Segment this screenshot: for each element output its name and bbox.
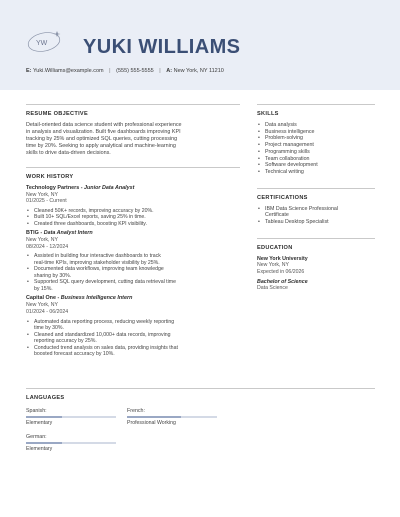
objective-line: in analysis and visualization. Built five dashboards improving KPI (26, 128, 181, 135)
skill-item: • Programming skills (257, 149, 375, 156)
language-level: Elementary (26, 445, 53, 452)
candidate-name: YUKI WILLIAMS (83, 36, 241, 58)
education-degree-text: Bachelor of Science (257, 278, 308, 285)
job-bullet-continued: by 15%. (34, 285, 53, 292)
job-bullet: • Supported SQL query development, cutting data retrieval time (26, 279, 240, 286)
skill-item: • Software development (257, 162, 375, 169)
job-dates: 08/2024 - 12/2024 (26, 243, 69, 250)
job-company: Capital One (26, 295, 56, 302)
education-location: New York, NY (257, 262, 290, 269)
right-column (257, 104, 375, 292)
phone-number[interactable]: (555) 555-5555 (116, 68, 154, 74)
contact-separator: | (159, 68, 161, 74)
job-bullet: • Conducted trend analysis on sales data, providing insights that (26, 345, 240, 352)
language-name: French: (127, 408, 145, 414)
job-location: New York, NY (26, 237, 59, 244)
job-bullets (26, 319, 240, 358)
job-role: Business Intelligence Intern (60, 295, 133, 302)
section-divider (26, 388, 375, 389)
language-level: Professional Working (127, 419, 176, 426)
objective-title: RESUME OBJECTIVE (26, 111, 88, 117)
section-divider (257, 238, 375, 239)
monogram-logo-graphic (26, 28, 62, 54)
language-entry (26, 434, 126, 452)
certifications-list (257, 206, 375, 226)
section-divider (257, 104, 375, 105)
job-bullet-continued: reporting accuracy by 25%. (34, 338, 97, 345)
education-expected: Expected in 06/2026 (257, 269, 305, 276)
monogram-initials: YW (36, 40, 48, 47)
job-role: Junior Data Analyst (84, 184, 135, 191)
language-name: Spanish: (26, 408, 47, 414)
education-title: EDUCATION (257, 244, 293, 251)
job-bullet: • Created three dashboards, boosting KPI visibility. (26, 221, 240, 228)
job-entry (26, 185, 240, 228)
language-level: Elementary (26, 419, 53, 426)
certification-line: Certificate (265, 212, 289, 219)
job-bullet-continued: sharing by 30%. (34, 272, 72, 279)
job-bullet: • Documented data workflows, improving team knowledge (26, 266, 240, 273)
language-proficiency-bar (127, 416, 217, 418)
language-proficiency-fill (127, 416, 181, 418)
languages-grid (26, 406, 375, 466)
certification-item (257, 206, 375, 219)
objective-line: time by 20%. Seeking to apply analytical and machine-learning (26, 142, 176, 149)
job-bullet: • Assisted in building four interactive dashboards to track (26, 253, 240, 260)
section-divider (26, 167, 240, 168)
language-proficiency-fill (26, 416, 62, 418)
certifications-title: CERTIFICATIONS (257, 194, 308, 201)
language-proficiency-bar (26, 416, 116, 418)
objective-text (26, 122, 240, 157)
language-entry (127, 408, 227, 426)
contact-separator: | (109, 68, 111, 74)
work-history-title: WORK HISTORY (26, 173, 74, 180)
skill-item: • Business intelligence (257, 129, 375, 136)
education-degree (257, 279, 375, 286)
job-dates: 01/2025 - Current (26, 198, 67, 205)
job-bullet-continued: real-time KPIs, improving stakeholder visibility by 25%. (34, 259, 160, 266)
job-location: New York, NY (26, 302, 59, 309)
languages-title: LANGUAGES (26, 395, 65, 401)
job-entry (26, 230, 240, 292)
job-company: Technology Partners (26, 184, 80, 191)
job-bullet: • Cleaned and standardized 10,000+ data records, improving (26, 332, 240, 339)
job-bullet-continued: time by 30%. (34, 325, 64, 332)
certification-item: • Tableau Desktop Specialist (257, 219, 375, 226)
address-label: A: (166, 68, 173, 74)
left-column (26, 104, 240, 361)
skills-list (257, 122, 375, 176)
objective-line: Detail-oriented data science student with professional experience (26, 122, 182, 128)
skills-title: SKILLS (257, 111, 279, 117)
job-heading: Technology Partners - Junior Data Analyst (26, 184, 135, 191)
email-label: E: (26, 68, 32, 74)
language-proficiency-fill (26, 442, 62, 444)
section-divider (26, 104, 240, 105)
skill-item: • Team collaboration (257, 156, 375, 163)
objective-line: tracking by 25% and optimized SQL queries, cutting processing (26, 135, 178, 142)
contact-line (26, 68, 224, 74)
objective-line: skills to drive data-driven decisions. (26, 149, 111, 156)
education-school: New York University (257, 255, 308, 262)
skill-item: • Technical writing (257, 169, 375, 176)
job-bullet: • Automated data reporting process, reducing weekly reporting (26, 319, 240, 326)
job-role: Data Analyst Intern (43, 230, 93, 237)
job-dates: 01/2024 - 06/2024 (26, 309, 69, 315)
sparkle-icon (54, 31, 61, 37)
monogram-logo (26, 28, 62, 54)
job-entry (26, 295, 240, 357)
skill-item: • Data analysis (257, 122, 375, 129)
job-bullet: • Built 10+ SQL/Excel reports, saving 25% in time. (26, 214, 240, 221)
job-bullets (26, 253, 240, 292)
languages-section (26, 388, 375, 466)
job-company: BTIG (26, 230, 39, 237)
skill-item: • Project management (257, 142, 375, 149)
job-bullet-continued: boosted forecast accuracy by 10%. (34, 351, 115, 358)
job-heading: Capital One - Business Intelligence Intern (26, 295, 133, 302)
address: New York, NY 11210 (173, 68, 224, 74)
skill-item: • Problem-solving (257, 135, 375, 142)
language-proficiency-bar (26, 442, 116, 444)
section-divider (257, 188, 375, 189)
job-heading: BTIG - Data Analyst Intern (26, 230, 93, 237)
language-entry (26, 408, 126, 426)
job-location: New York, NY (26, 191, 59, 198)
certification-line: • IBM Data Science Professional (265, 205, 339, 212)
language-name: German: (26, 434, 47, 440)
job-bullet: • Cleaned 50K+ records, improving accuracy by 20%. (26, 208, 240, 215)
job-bullets (26, 208, 240, 228)
education-field: Data Science (257, 285, 288, 292)
email-address[interactable]: Yuki.Williams@example.com (32, 68, 104, 74)
